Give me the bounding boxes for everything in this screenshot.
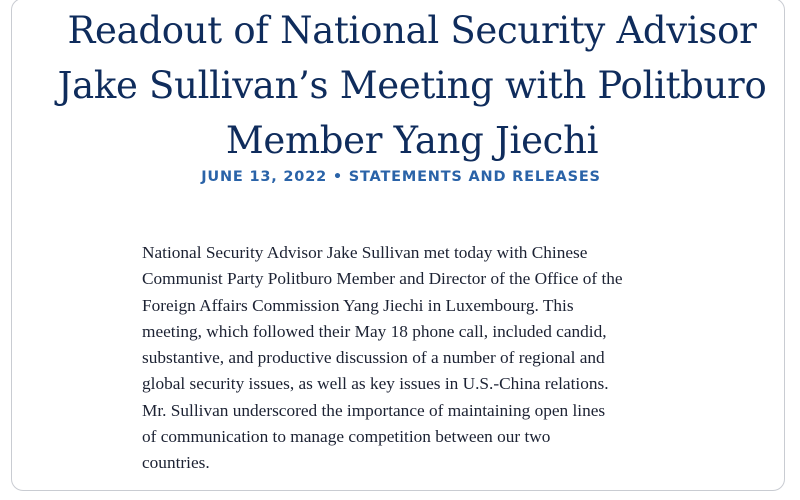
publish-date: JUNE 13, 2022 [201, 169, 327, 185]
body-line: meeting, which followed their May 18 phone call, included candid, [142, 321, 607, 341]
meta-separator: • [332, 169, 349, 185]
page-title [32, 3, 792, 168]
body-line: Communist Party Politburo Member and Director of the Office of the [142, 269, 623, 289]
body-line: countries. [142, 453, 210, 473]
article-body [142, 240, 682, 477]
body-line: of communication to manage competition between our two [142, 427, 551, 447]
category-link[interactable]: STATEMENTS AND RELEASES [348, 169, 601, 185]
title-line: Member Yang Jiechi [225, 119, 599, 162]
body-line: global security issues, as well as key issues in U.S.-China relations. [142, 374, 609, 394]
body-line: National Security Advisor Jake Sullivan met today with Chinese [142, 243, 588, 262]
body-line: substantive, and productive discussion of a number of regional and [142, 348, 605, 368]
title-line: Readout of National Security Advisor [67, 9, 757, 52]
article-card [11, 0, 785, 491]
article-meta [12, 169, 790, 185]
body-line: Foreign Affairs Commission Yang Jiechi in Luxembourg. This [142, 295, 574, 315]
body-line: Mr. Sullivan underscored the importance of maintaining open lines [142, 400, 606, 420]
title-line: Jake Sullivan’s Meeting with Politburo [57, 64, 767, 107]
